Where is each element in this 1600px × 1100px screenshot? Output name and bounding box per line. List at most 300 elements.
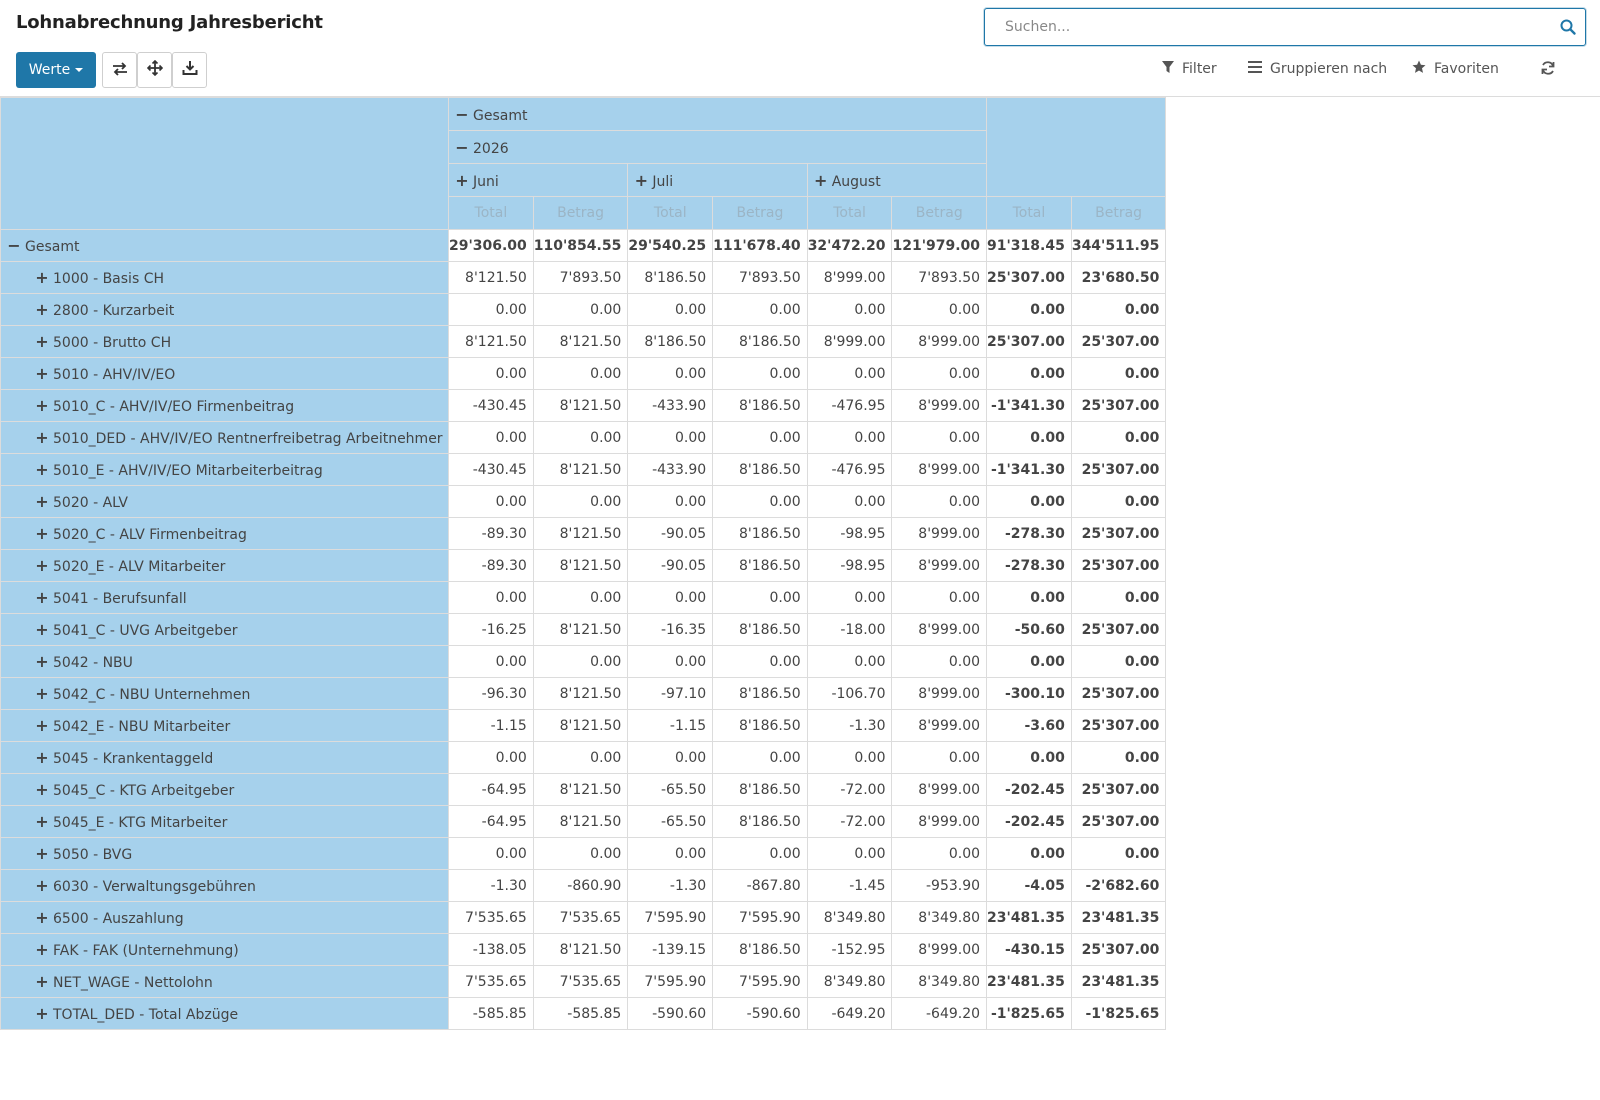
table-cell[interactable]: 110'854.55 — [533, 230, 628, 262]
table-cell[interactable]: 8'121.50 — [533, 550, 628, 582]
plus-icon: + — [35, 812, 49, 831]
table-cell[interactable]: 0.00 — [533, 358, 628, 390]
table-cell[interactable]: 0.00 — [987, 422, 1072, 454]
table-cell[interactable]: -1'825.65 — [1071, 998, 1166, 1030]
measure-header[interactable]: Total — [628, 197, 713, 230]
table-cell[interactable]: 0.00 — [533, 742, 628, 774]
table-cell[interactable]: 8'121.50 — [449, 262, 534, 294]
caret-down-icon — [75, 68, 83, 72]
table-cell[interactable]: 0.00 — [807, 486, 892, 518]
table-cell[interactable]: 0.00 — [1071, 294, 1166, 326]
table-cell[interactable]: 0.00 — [807, 422, 892, 454]
row-header-total[interactable] — [1, 230, 449, 262]
row-header[interactable] — [1, 550, 449, 582]
row-header[interactable] — [1, 326, 449, 358]
row-header[interactable] — [1, 838, 449, 870]
table-cell[interactable]: -89.30 — [449, 518, 534, 550]
table-cell[interactable]: 23'481.35 — [987, 902, 1072, 934]
table-cell[interactable]: 8'121.50 — [533, 774, 628, 806]
table-cell[interactable]: 8'999.00 — [892, 550, 987, 582]
search-icon[interactable] — [1559, 18, 1577, 36]
table-cell[interactable]: -72.00 — [807, 806, 892, 838]
table-cell[interactable]: 8'999.00 — [892, 518, 987, 550]
table-cell[interactable]: 0.00 — [892, 486, 987, 518]
plus-icon: + — [35, 460, 49, 479]
table-cell[interactable]: 0.00 — [807, 646, 892, 678]
table-cell[interactable]: 0.00 — [533, 294, 628, 326]
table-cell[interactable]: 25'307.00 — [1071, 454, 1166, 486]
table-cell[interactable]: -649.20 — [807, 998, 892, 1030]
table-cell[interactable]: 0.00 — [987, 838, 1072, 870]
table-cell[interactable]: -476.95 — [807, 390, 892, 422]
table-cell[interactable]: 0.00 — [713, 486, 808, 518]
table-cell[interactable]: 23'481.35 — [1071, 902, 1166, 934]
row-header[interactable] — [1, 454, 449, 486]
table-cell[interactable]: 29'540.25 — [628, 230, 713, 262]
table-cell[interactable]: 0.00 — [628, 582, 713, 614]
table-cell[interactable]: -430.45 — [449, 390, 534, 422]
table-cell[interactable]: 0.00 — [892, 582, 987, 614]
table-cell[interactable]: 25'307.00 — [1071, 518, 1166, 550]
table-cell[interactable]: -433.90 — [628, 454, 713, 486]
table-cell[interactable]: -97.10 — [628, 678, 713, 710]
table-cell[interactable]: 0.00 — [713, 582, 808, 614]
row-header-label: 5020 - ALV — [53, 495, 128, 511]
table-cell[interactable]: 8'121.50 — [449, 326, 534, 358]
row-header[interactable] — [1, 646, 449, 678]
table-cell[interactable]: 0.00 — [1071, 742, 1166, 774]
table-row — [1, 774, 1166, 806]
table-cell[interactable]: 23'680.50 — [1071, 262, 1166, 294]
table-cell[interactable]: 8'999.00 — [892, 678, 987, 710]
table-cell[interactable]: 0.00 — [892, 646, 987, 678]
table-cell[interactable]: 8'999.00 — [892, 454, 987, 486]
table-cell[interactable]: 8'186.50 — [713, 774, 808, 806]
table-row — [1, 902, 1166, 934]
table-cell[interactable]: 8'121.50 — [533, 390, 628, 422]
table-row — [1, 486, 1166, 518]
table-cell[interactable]: 8'186.50 — [713, 614, 808, 646]
table-cell[interactable]: 25'307.00 — [1071, 550, 1166, 582]
table-cell[interactable]: -433.90 — [628, 390, 713, 422]
table-cell[interactable]: -476.95 — [807, 454, 892, 486]
plus-icon: + — [35, 620, 49, 639]
measure-header[interactable]: Betrag — [713, 197, 808, 230]
table-cell[interactable]: -585.85 — [533, 998, 628, 1030]
table-row — [1, 710, 1166, 742]
pivot-table — [0, 97, 1166, 1030]
table-cell[interactable]: 0.00 — [1071, 646, 1166, 678]
table-cell[interactable]: 0.00 — [449, 358, 534, 390]
table-cell[interactable]: 0.00 — [987, 358, 1072, 390]
table-cell[interactable]: -64.95 — [449, 774, 534, 806]
table-cell[interactable]: 25'307.00 — [1071, 614, 1166, 646]
plus-icon: + — [35, 876, 49, 895]
table-cell[interactable]: 0.00 — [628, 358, 713, 390]
row-header-label: 5020_C - ALV Firmenbeitrag — [53, 527, 247, 543]
row-header[interactable] — [1, 518, 449, 550]
col-header-year[interactable] — [449, 131, 987, 164]
table-cell[interactable]: 8'349.80 — [892, 966, 987, 998]
table-cell[interactable]: 8'186.50 — [713, 390, 808, 422]
table-row — [1, 422, 1166, 454]
table-cell[interactable]: -649.20 — [892, 998, 987, 1030]
table-cell[interactable]: 0.00 — [987, 646, 1072, 678]
row-header[interactable] — [1, 390, 449, 422]
plus-icon: + — [35, 300, 49, 319]
search-input[interactable] — [985, 9, 1555, 45]
row-header[interactable] — [1, 422, 449, 454]
table-cell[interactable]: 0.00 — [807, 582, 892, 614]
table-cell[interactable]: 0.00 — [807, 294, 892, 326]
table-cell[interactable]: 7'535.65 — [449, 966, 534, 998]
table-cell[interactable]: 25'307.00 — [1071, 934, 1166, 966]
row-header[interactable] — [1, 998, 449, 1030]
table-cell[interactable]: -16.35 — [628, 614, 713, 646]
measure-header[interactable]: Total — [449, 197, 534, 230]
table-cell[interactable]: 25'307.00 — [987, 326, 1072, 358]
table-cell[interactable]: 8'186.50 — [713, 454, 808, 486]
plus-icon: + — [35, 524, 49, 543]
table-cell[interactable]: 7'595.90 — [628, 902, 713, 934]
table-cell[interactable]: 0.00 — [449, 486, 534, 518]
table-cell[interactable]: 8'121.50 — [533, 614, 628, 646]
table-cell[interactable]: 0.00 — [1071, 582, 1166, 614]
table-cell[interactable]: 8'999.00 — [892, 390, 987, 422]
table-cell[interactable]: -278.30 — [987, 550, 1072, 582]
row-header[interactable] — [1, 902, 449, 934]
col-header-month[interactable] — [628, 164, 807, 197]
row-header[interactable] — [1, 486, 449, 518]
table-cell[interactable]: -2'682.60 — [1071, 870, 1166, 902]
table-cell[interactable]: 8'186.50 — [713, 518, 808, 550]
plus-icon: + — [35, 716, 49, 735]
table-cell[interactable]: 0.00 — [713, 742, 808, 774]
row-header[interactable] — [1, 966, 449, 998]
table-cell[interactable]: 8'121.50 — [533, 710, 628, 742]
table-cell[interactable]: -18.00 — [807, 614, 892, 646]
table-cell[interactable]: 8'349.80 — [807, 902, 892, 934]
col-header-month-label: August — [831, 173, 881, 190]
table-cell[interactable]: -138.05 — [449, 934, 534, 966]
col-header-month[interactable] — [807, 164, 986, 197]
table-cell[interactable]: -65.50 — [628, 774, 713, 806]
row-header-label: 1000 - Basis CH — [53, 271, 164, 287]
table-cell[interactable]: 25'307.00 — [987, 262, 1072, 294]
table-cell[interactable]: 7'535.65 — [533, 902, 628, 934]
table-cell[interactable]: 0.00 — [807, 742, 892, 774]
table-cell[interactable]: -3.60 — [987, 710, 1072, 742]
measure-header[interactable]: Betrag — [1071, 197, 1166, 230]
row-header[interactable] — [1, 742, 449, 774]
table-row — [1, 838, 1166, 870]
table-cell[interactable]: 7'595.90 — [713, 966, 808, 998]
plus-icon: + — [35, 972, 49, 991]
table-cell[interactable]: 8'999.00 — [807, 262, 892, 294]
table-cell[interactable]: 0.00 — [987, 582, 1072, 614]
plus-icon: + — [35, 940, 49, 959]
plus-icon: + — [35, 364, 49, 383]
table-cell[interactable]: 25'307.00 — [1071, 678, 1166, 710]
table-cell[interactable]: -1'825.65 — [987, 998, 1072, 1030]
plus-icon: + — [813, 170, 828, 190]
table-cell[interactable]: 0.00 — [987, 486, 1072, 518]
table-cell[interactable]: 8'349.80 — [892, 902, 987, 934]
table-cell[interactable]: -152.95 — [807, 934, 892, 966]
table-cell[interactable]: 8'186.50 — [713, 710, 808, 742]
table-cell[interactable]: 0.00 — [987, 742, 1072, 774]
table-row — [1, 742, 1166, 774]
table-cell[interactable]: 8'186.50 — [713, 678, 808, 710]
table-cell[interactable]: 8'349.80 — [807, 966, 892, 998]
table-cell[interactable]: 0.00 — [987, 294, 1072, 326]
table-cell[interactable]: 0.00 — [628, 646, 713, 678]
minus-icon: − — [7, 236, 21, 255]
plus-icon: + — [35, 268, 49, 287]
table-cell[interactable]: 0.00 — [713, 422, 808, 454]
table-cell[interactable]: -300.10 — [987, 678, 1072, 710]
row-header[interactable] — [1, 774, 449, 806]
table-cell[interactable]: -278.30 — [987, 518, 1072, 550]
table-cell[interactable]: 8'186.50 — [713, 550, 808, 582]
table-row — [1, 390, 1166, 422]
table-cell[interactable]: -65.50 — [628, 806, 713, 838]
table-cell[interactable]: -139.15 — [628, 934, 713, 966]
table-cell[interactable]: 25'307.00 — [1071, 710, 1166, 742]
bars-icon — [1248, 61, 1262, 77]
filter-button[interactable] — [1162, 58, 1217, 80]
exchange-icon — [112, 61, 128, 80]
table-cell[interactable]: 0.00 — [533, 646, 628, 678]
table-cell[interactable]: 0.00 — [1071, 358, 1166, 390]
plus-icon: + — [35, 588, 49, 607]
row-header-label: FAK - FAK (Unternehmung) — [53, 943, 239, 959]
download-button[interactable] — [172, 52, 207, 88]
table-cell[interactable]: 0.00 — [807, 838, 892, 870]
plus-icon: + — [35, 332, 49, 351]
table-cell[interactable]: 8'999.00 — [892, 934, 987, 966]
table-cell[interactable]: 0.00 — [628, 422, 713, 454]
plus-icon: + — [455, 170, 469, 190]
table-cell[interactable]: 8'999.00 — [807, 326, 892, 358]
table-cell[interactable]: -98.95 — [807, 550, 892, 582]
table-cell[interactable]: 0.00 — [892, 358, 987, 390]
table-cell[interactable]: 25'307.00 — [1071, 806, 1166, 838]
table-cell[interactable]: -1.15 — [449, 710, 534, 742]
measures-button[interactable] — [16, 52, 96, 88]
flip-axis-button[interactable] — [102, 52, 137, 88]
table-cell[interactable]: -1.30 — [807, 710, 892, 742]
table-cell[interactable]: -16.25 — [449, 614, 534, 646]
table-cell[interactable]: 25'307.00 — [1071, 774, 1166, 806]
group-by-button[interactable] — [1248, 58, 1387, 80]
table-cell[interactable]: 7'595.90 — [713, 902, 808, 934]
table-cell[interactable]: 0.00 — [713, 838, 808, 870]
table-cell[interactable]: 344'511.95 — [1071, 230, 1166, 262]
table-cell[interactable]: 0.00 — [533, 486, 628, 518]
table-cell[interactable]: 8'999.00 — [892, 806, 987, 838]
table-cell[interactable]: 0.00 — [628, 294, 713, 326]
table-cell[interactable]: 8'999.00 — [892, 326, 987, 358]
table-row — [1, 870, 1166, 902]
table-cell[interactable]: 0.00 — [892, 838, 987, 870]
table-cell[interactable]: -430.45 — [449, 454, 534, 486]
table-cell[interactable]: 0.00 — [892, 422, 987, 454]
row-header-label: 5010_E - AHV/IV/EO Mitarbeiterbeitrag — [53, 463, 323, 479]
table-cell[interactable]: 91'318.45 — [987, 230, 1072, 262]
table-cell[interactable]: -590.60 — [628, 998, 713, 1030]
table-cell[interactable]: 0.00 — [533, 838, 628, 870]
measure-header[interactable]: Total — [807, 197, 892, 230]
table-cell[interactable]: 32'472.20 — [807, 230, 892, 262]
table-cell[interactable]: 7'535.65 — [533, 966, 628, 998]
table-cell[interactable]: 0.00 — [807, 358, 892, 390]
table-cell[interactable]: 8'999.00 — [892, 774, 987, 806]
table-cell[interactable]: 0.00 — [1071, 838, 1166, 870]
table-cell[interactable]: 25'307.00 — [1071, 326, 1166, 358]
table-cell[interactable]: 25'307.00 — [1071, 390, 1166, 422]
row-header[interactable] — [1, 614, 449, 646]
table-cell[interactable]: -1.30 — [449, 870, 534, 902]
table-cell[interactable]: 8'186.50 — [713, 806, 808, 838]
table-cell[interactable]: -1.45 — [807, 870, 892, 902]
table-cell[interactable]: -106.70 — [807, 678, 892, 710]
table-cell[interactable]: -430.15 — [987, 934, 1072, 966]
table-cell[interactable]: -202.45 — [987, 774, 1072, 806]
row-header[interactable] — [1, 710, 449, 742]
table-cell[interactable]: -72.00 — [807, 774, 892, 806]
table-cell[interactable]: 0.00 — [533, 422, 628, 454]
row-header[interactable] — [1, 582, 449, 614]
table-cell[interactable]: 8'186.50 — [713, 326, 808, 358]
filter-label: Filter — [1182, 61, 1217, 77]
table-cell[interactable]: -202.45 — [987, 806, 1072, 838]
table-cell[interactable]: -1.30 — [628, 870, 713, 902]
table-cell[interactable]: 0.00 — [449, 838, 534, 870]
table-cell[interactable]: -953.90 — [892, 870, 987, 902]
col-header-month[interactable] — [449, 164, 628, 197]
table-cell[interactable]: 8'121.50 — [533, 806, 628, 838]
row-header-label: 6030 - Verwaltungsgebühren — [53, 879, 256, 895]
favorites-label: Favoriten — [1434, 61, 1499, 77]
minus-icon: − — [455, 104, 469, 124]
table-cell[interactable]: 0.00 — [533, 582, 628, 614]
table-cell[interactable]: 8'186.50 — [713, 934, 808, 966]
table-cell[interactable]: 121'979.00 — [892, 230, 987, 262]
table-cell[interactable]: -1.15 — [628, 710, 713, 742]
table-cell[interactable]: -860.90 — [533, 870, 628, 902]
table-cell[interactable]: 7'595.90 — [628, 966, 713, 998]
table-cell[interactable]: 8'121.50 — [533, 678, 628, 710]
table-cell[interactable]: 0.00 — [713, 294, 808, 326]
table-cell[interactable]: -96.30 — [449, 678, 534, 710]
col-header-total[interactable] — [449, 98, 987, 131]
measure-header[interactable]: Betrag — [892, 197, 987, 230]
table-cell[interactable]: 8'999.00 — [892, 710, 987, 742]
table-cell[interactable]: 0.00 — [628, 742, 713, 774]
table-cell[interactable]: 7'893.50 — [892, 262, 987, 294]
table-cell[interactable]: -50.60 — [987, 614, 1072, 646]
table-cell[interactable]: -89.30 — [449, 550, 534, 582]
table-cell[interactable]: 0.00 — [628, 486, 713, 518]
row-header[interactable] — [1, 294, 449, 326]
table-cell[interactable]: -90.05 — [628, 518, 713, 550]
table-cell[interactable]: 0.00 — [449, 582, 534, 614]
col-header-month-label: Juni — [473, 173, 499, 190]
plus-icon: + — [35, 652, 49, 671]
table-cell[interactable]: -90.05 — [628, 550, 713, 582]
table-cell[interactable]: 0.00 — [449, 646, 534, 678]
refresh-icon[interactable] — [1540, 60, 1558, 78]
table-cell[interactable]: -98.95 — [807, 518, 892, 550]
table-cell[interactable]: 8'999.00 — [892, 614, 987, 646]
table-cell[interactable]: 0.00 — [628, 838, 713, 870]
table-cell[interactable]: 7'893.50 — [533, 262, 628, 294]
row-header[interactable] — [1, 678, 449, 710]
row-header[interactable] — [1, 934, 449, 966]
table-cell[interactable]: 0.00 — [449, 422, 534, 454]
table-cell[interactable]: -590.60 — [713, 998, 808, 1030]
table-cell[interactable]: 0.00 — [1071, 422, 1166, 454]
table-cell[interactable]: 8'121.50 — [533, 454, 628, 486]
control-panel — [0, 0, 1600, 97]
table-cell[interactable]: 0.00 — [449, 294, 534, 326]
table-cell[interactable]: 7'893.50 — [713, 262, 808, 294]
table-cell[interactable]: 0.00 — [449, 742, 534, 774]
table-cell[interactable]: 0.00 — [892, 742, 987, 774]
table-cell[interactable]: 29'306.00 — [449, 230, 534, 262]
favorites-button[interactable] — [1412, 58, 1499, 80]
table-row — [1, 518, 1166, 550]
table-cell[interactable]: -1'341.30 — [987, 390, 1072, 422]
table-cell[interactable]: 23'481.35 — [1071, 966, 1166, 998]
row-header-label: 6500 - Auszahlung — [53, 911, 184, 927]
table-cell[interactable]: 0.00 — [892, 294, 987, 326]
table-cell[interactable]: 8'121.50 — [533, 326, 628, 358]
row-header-label: TOTAL_DED - Total Abzüge — [53, 1007, 239, 1023]
table-cell[interactable]: 8'186.50 — [628, 326, 713, 358]
row-header[interactable] — [1, 870, 449, 902]
table-cell[interactable]: 8'121.50 — [533, 934, 628, 966]
row-header-label: 5041 - Berufsunfall — [53, 591, 187, 607]
table-cell[interactable]: 23'481.35 — [987, 966, 1072, 998]
expand-all-button[interactable] — [137, 52, 172, 88]
table-cell[interactable]: 0.00 — [1071, 486, 1166, 518]
table-cell[interactable]: 0.00 — [713, 646, 808, 678]
table-cell[interactable]: -867.80 — [713, 870, 808, 902]
row-header-label: 5045 - Krankentaggeld — [53, 751, 214, 767]
row-header-label: 5042_C - NBU Unternehmen — [53, 687, 251, 703]
table-cell[interactable]: -585.85 — [449, 998, 534, 1030]
table-row-total — [1, 230, 1166, 262]
table-cell[interactable]: 111'678.40 — [713, 230, 808, 262]
table-cell[interactable]: 8'186.50 — [628, 262, 713, 294]
table-cell[interactable]: 0.00 — [713, 358, 808, 390]
table-cell[interactable]: -4.05 — [987, 870, 1072, 902]
row-header[interactable] — [1, 358, 449, 390]
table-cell[interactable]: 8'121.50 — [533, 518, 628, 550]
table-cell[interactable]: 7'535.65 — [449, 902, 534, 934]
measure-header[interactable]: Total — [987, 197, 1072, 230]
plus-icon: + — [35, 844, 49, 863]
table-cell[interactable]: -1'341.30 — [987, 454, 1072, 486]
row-header[interactable] — [1, 806, 449, 838]
row-header[interactable] — [1, 262, 449, 294]
measure-header[interactable]: Betrag — [533, 197, 628, 230]
table-row — [1, 614, 1166, 646]
table-cell[interactable]: -64.95 — [449, 806, 534, 838]
row-header-total-label: Gesamt — [25, 239, 80, 255]
